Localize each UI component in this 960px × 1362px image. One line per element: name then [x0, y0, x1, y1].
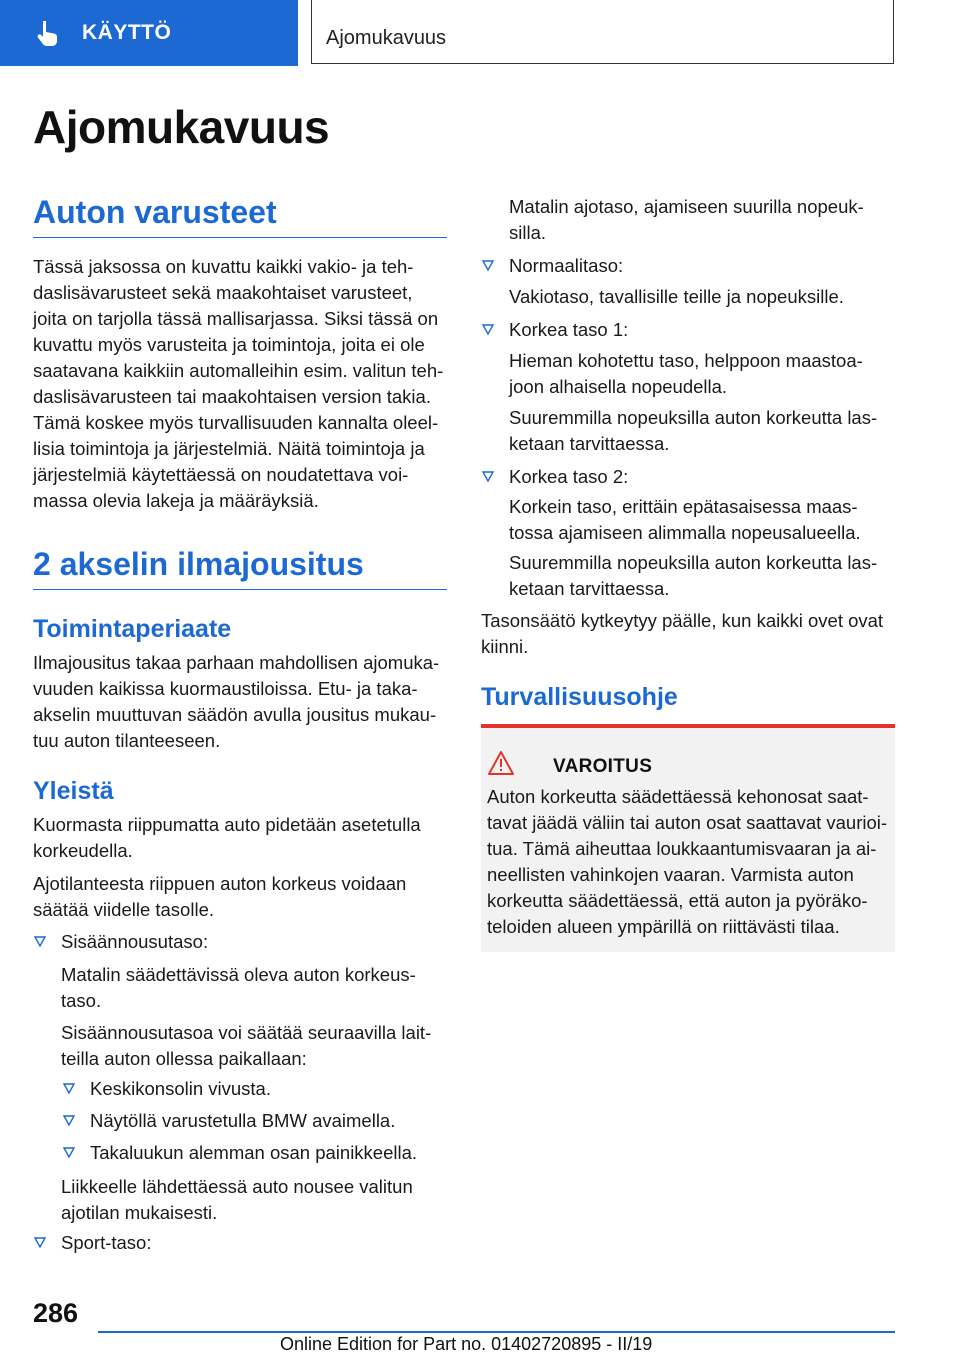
- sport-desc: [509, 194, 895, 246]
- warning-text: [487, 784, 891, 940]
- entry-level-desc: [61, 962, 447, 1014]
- text-line: Matalin säädettävissä oleva auton korkeus-: [61, 964, 416, 985]
- text-line: kiinni.: [481, 636, 529, 657]
- heading-safety: Turvallisuusohje: [481, 683, 678, 711]
- text-line: Ajotilanteesta riippuen auton korkeus voidaan: [33, 873, 407, 894]
- high2-desc-2: [509, 550, 895, 602]
- text-line: tossa ajamiseen alimmalla nopeusalueella.: [509, 522, 861, 543]
- hand-pointer-icon: [34, 18, 64, 48]
- text-line: silla.: [509, 222, 547, 243]
- section-tab: [0, 0, 298, 66]
- text-line: Suuremmilla nopeuksilla auton korkeutta las-: [509, 552, 878, 573]
- bullet-triangle-icon: [482, 259, 494, 271]
- bullet-triangle-icon: [34, 1236, 46, 1248]
- high2-desc: [509, 494, 895, 546]
- text-line: Korkein taso, erittäin epätasaisessa maas-: [509, 496, 858, 517]
- warning-triangle-icon: [487, 750, 515, 776]
- text-line: saatavana kaikkiin automalleihin esim. valitun teh-: [33, 360, 444, 381]
- text-line: Liikkeelle lähdettäessä auto nousee valitun: [61, 1176, 413, 1197]
- bullet-triangle-icon: [63, 1114, 75, 1126]
- general-paragraph: [33, 812, 447, 864]
- heading-general: Yleistä: [33, 777, 114, 805]
- high1-desc: [509, 348, 895, 400]
- text-line: teilla auton ollessa paikallaan:: [61, 1048, 307, 1069]
- text-line: Hieman kohotettu taso, helppoon maastoa-: [509, 350, 863, 371]
- text-line: ketaan tarvittaessa.: [509, 578, 670, 599]
- text-line: daslisävarusteet sekä maakohtaiset varusteet,: [33, 282, 413, 303]
- text-line: järjestelmiä käytettäessä on noudatettava voi-: [33, 464, 409, 485]
- section-header: [311, 0, 894, 64]
- bullet-triangle-icon: [482, 470, 494, 482]
- text-line: daslisävarusteen tai maakohtaisen version takia.: [33, 386, 431, 407]
- text-line: Suuremmilla nopeuksilla auton korkeutta las-: [509, 407, 878, 428]
- text-line: Ilmajousitus takaa parhaan mahdollisen ajomuka-: [33, 652, 440, 673]
- text-line: lisia toimintoja ja järjestelmiä. Näitä toimintoja ja: [33, 438, 425, 459]
- list-item-high1: Korkea taso 1:: [509, 319, 629, 340]
- text-line: akselin muuttuvan säädön avulla jousitus mukau-: [33, 704, 437, 725]
- sub-item-console: Keskikonsolin vivusta.: [90, 1078, 271, 1099]
- text-line: Kuormasta riippumatta auto pidetään asetetulla: [33, 814, 421, 835]
- bullet-triangle-icon: [34, 935, 46, 947]
- general-paragraph-2: [33, 871, 447, 923]
- heading-equipment: Auton varusteet: [33, 194, 447, 238]
- text-line: säätää viidelle tasolle.: [33, 899, 214, 920]
- text-line: joon alhaisella nopeudella.: [509, 376, 728, 397]
- heading-principle: Toimintaperiaate: [33, 615, 232, 643]
- footer-divider: [98, 1331, 895, 1333]
- text-line: teloiden alueen ympärillä on riittävästi tilaa.: [487, 916, 840, 937]
- text-line: kuvattu myös varusteita ja toimintoja, joita ei ole: [33, 334, 425, 355]
- bullet-triangle-icon: [482, 323, 494, 335]
- text-line: joita on tarjolla tässä mallisarjassa. Siksi tässä on: [33, 308, 439, 329]
- list-item-sport: Sport-taso:: [61, 1232, 152, 1253]
- sub-item-key: Näytöllä varustetulla BMW avaimella.: [90, 1110, 396, 1131]
- edition-label: Online Edition for Part no. 01402720895 - II/19: [280, 1334, 653, 1354]
- bullet-triangle-icon: [63, 1146, 75, 1158]
- chapter-title: Ajomukavuus: [33, 101, 330, 153]
- normal-desc: Vakiotaso, tavallisille teille ja nopeuksille.: [509, 286, 844, 307]
- text-line: taso.: [61, 990, 102, 1011]
- text-line: neellisten vahinkojen vaaran. Varmista auton: [487, 864, 854, 885]
- text-line: tavat jäädä väliin tai auton osat saattavat vaurioi-: [487, 812, 888, 833]
- principle-paragraph: [33, 650, 447, 754]
- text-line: korkeutta säädettäessä, että auton ja pyöräko-: [487, 890, 868, 911]
- section-tab-label: KÄYTTÖ: [82, 21, 172, 44]
- text-line: Sisäännousutasoa voi säätää seuraavilla lait-: [61, 1022, 432, 1043]
- text-line: ajotilan mukaisesti.: [61, 1202, 218, 1223]
- high1-desc-2: [509, 405, 895, 457]
- text-line: Matalin ajotaso, ajamiseen suurilla nopeuk-: [509, 196, 864, 217]
- text-line: tuu auton tilanteeseen.: [33, 730, 221, 751]
- text-line: massa olevia lakeja ja määräyksiä.: [33, 490, 319, 511]
- sub-item-tailgate: Takaluukun alemman osan painikkeella.: [90, 1142, 418, 1163]
- text-line: vuuden kaikissa kuormaustiloissa. Etu- ja taka-: [33, 678, 418, 699]
- list-item-entry-level: Sisäännousutaso:: [61, 931, 209, 952]
- heading-air-suspension: 2 akselin ilmajousitus: [33, 546, 447, 590]
- bullet-triangle-icon: [63, 1082, 75, 1094]
- page-number: 286: [33, 1298, 79, 1328]
- entry-level-desc-3: [61, 1174, 447, 1226]
- list-item-high2: Korkea taso 2:: [509, 466, 629, 487]
- text-line: ketaan tarvittaessa.: [509, 433, 670, 454]
- equipment-paragraph: [33, 254, 447, 514]
- text-line: Tämä koskee myös turvallisuuden kannalta oleel-: [33, 412, 439, 433]
- level-control-paragraph: [481, 608, 895, 660]
- text-line: Tasonsäätö kytkeytyy päälle, kun kaikki ovet ovat: [481, 610, 884, 631]
- entry-level-desc-2: [61, 1020, 447, 1072]
- text-line: tua. Tämä aiheuttaa loukkaantumisvaaran ja ai-: [487, 838, 877, 859]
- list-item-normal: Normaalitaso:: [509, 255, 624, 276]
- text-line: Tässä jaksossa on kuvattu kaikki vakio- ja teh-: [33, 256, 414, 277]
- warning-title: VAROITUS: [553, 756, 653, 777]
- text-line: Auton korkeutta säädettäessä kehonosat saat-: [487, 786, 869, 807]
- section-header-title: Ajomukavuus: [326, 27, 447, 49]
- text-line: korkeudella.: [33, 840, 133, 861]
- warning-box: [481, 724, 895, 952]
